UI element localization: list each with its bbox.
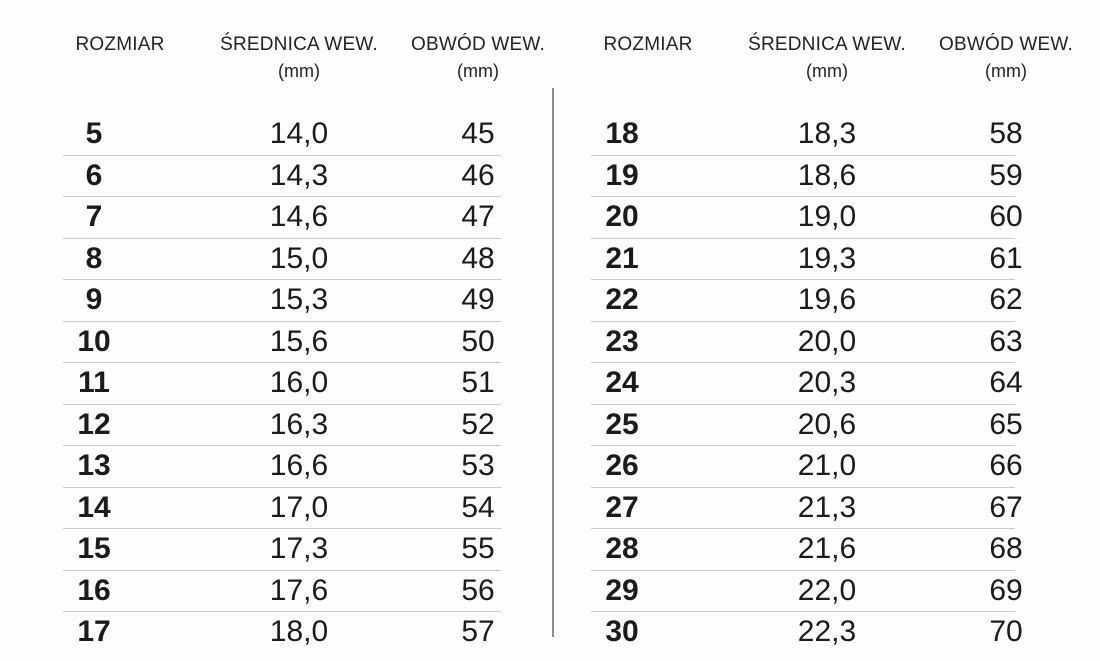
size-value: 27 [605,490,639,524]
diameter-value: 17,6 [269,573,329,607]
table-header-left [63,30,545,98]
table-row [591,238,1023,280]
size-value: 29 [605,573,639,607]
size-value: 20 [605,200,639,234]
ring-size-table-right [591,30,1073,653]
size-value: 15 [77,532,111,566]
circumference-value: 54 [461,490,495,524]
circumference-value: 49 [461,283,495,317]
diameter-value: 16,3 [269,407,329,441]
size-value: 30 [605,615,639,649]
size-value: 18 [605,117,639,151]
circumference-value: 50 [461,324,495,358]
size-value: 16 [77,573,111,607]
size-value: 14 [77,490,111,524]
table-row [591,528,1023,570]
column-unit-obwod: (mm) [985,61,1027,81]
column-header-rozmiar: ROZMIAR [603,34,693,55]
circumference-value: 69 [989,573,1023,607]
header-cell-circumference [939,32,1073,98]
size-value: 9 [85,283,103,317]
ring-size-table-left [63,30,545,653]
diameter-value: 20,6 [797,407,857,441]
column-unit-srednica: (mm) [806,61,848,81]
diameter-value: 22,0 [797,573,857,607]
table-row [63,321,501,363]
circumference-value: 70 [989,615,1023,649]
table-row [63,528,501,570]
circumference-value: 67 [989,490,1023,524]
header-cell-size [591,32,693,98]
table-row [591,570,1023,612]
table-row [63,114,501,155]
table-row [591,404,1023,446]
diameter-value: 14,0 [269,117,329,151]
size-value: 26 [605,449,639,483]
table-row [63,279,501,321]
table-row [63,487,501,529]
column-header-obwod: OBWÓD WEW. [411,34,545,55]
diameter-value: 16,0 [269,366,329,400]
table-row [63,404,501,446]
size-value: 24 [605,366,639,400]
table-row [591,155,1023,197]
circumference-value: 55 [461,532,495,566]
table-row [591,321,1023,363]
header-cell-size [63,32,165,98]
size-value: 22 [605,283,639,317]
size-value: 25 [605,407,639,441]
diameter-value: 15,6 [269,324,329,358]
table-row [63,238,501,280]
header-cell-circumference [411,32,545,98]
circumference-value: 46 [461,158,495,192]
size-value: 10 [77,324,111,358]
circumference-value: 65 [989,407,1023,441]
column-header-srednica: ŚREDNICA WEW. [220,34,378,55]
column-unit-obwod: (mm) [457,61,499,81]
size-value: 13 [77,449,111,483]
circumference-value: 45 [461,117,495,151]
circumference-value: 68 [989,532,1023,566]
circumference-value: 47 [461,200,495,234]
table-row [63,196,501,238]
size-value: 8 [85,241,103,275]
circumference-value: 61 [989,241,1023,275]
size-value: 7 [85,200,103,234]
table-row [591,611,1023,653]
circumference-value: 51 [461,366,495,400]
diameter-value: 22,3 [797,615,857,649]
diameter-value: 14,6 [269,200,329,234]
table-row [591,445,1023,487]
diameter-value: 17,3 [269,532,329,566]
table-row [591,279,1023,321]
diameter-value: 19,6 [797,283,857,317]
table-row [591,114,1023,155]
table-row [591,487,1023,529]
diameter-value: 18,0 [269,615,329,649]
table-row [591,196,1023,238]
diameter-value: 18,3 [797,117,857,151]
size-value: 12 [77,407,111,441]
size-value: 21 [605,241,639,275]
diameter-value: 19,3 [797,241,857,275]
table-row [63,611,501,653]
circumference-value: 63 [989,324,1023,358]
circumference-value: 60 [989,200,1023,234]
table-header-right [591,30,1073,98]
size-value: 17 [77,615,111,649]
size-value: 28 [605,532,639,566]
circumference-value: 57 [461,615,495,649]
table-row [63,362,501,404]
vertical-divider [552,88,554,637]
table-body-right [591,114,1023,653]
table-row [63,445,501,487]
diameter-value: 15,0 [269,241,329,275]
size-value: 5 [85,117,103,151]
diameter-value: 21,3 [797,490,857,524]
circumference-value: 53 [461,449,495,483]
column-header-srednica: ŚREDNICA WEW. [748,34,906,55]
diameter-value: 20,3 [797,366,857,400]
circumference-value: 64 [989,366,1023,400]
column-header-rozmiar: ROZMIAR [75,34,165,55]
column-unit-srednica: (mm) [278,61,320,81]
diameter-value: 14,3 [269,158,329,192]
diameter-value: 21,6 [797,532,857,566]
size-value: 23 [605,324,639,358]
diameter-value: 18,6 [797,158,857,192]
table-row [591,362,1023,404]
diameter-value: 15,3 [269,283,329,317]
circumference-value: 56 [461,573,495,607]
table-row [63,570,501,612]
diameter-value: 21,0 [797,449,857,483]
circumference-value: 48 [461,241,495,275]
circumference-value: 59 [989,158,1023,192]
circumference-value: 58 [989,117,1023,151]
size-value: 6 [85,158,103,192]
diameter-value: 16,6 [269,449,329,483]
size-value: 11 [78,366,110,400]
circumference-value: 52 [461,407,495,441]
diameter-value: 17,0 [269,490,329,524]
table-body-left [63,114,501,653]
circumference-value: 62 [989,283,1023,317]
table-row [63,155,501,197]
size-value: 19 [605,158,639,192]
diameter-value: 19,0 [797,200,857,234]
column-header-obwod: OBWÓD WEW. [939,34,1073,55]
circumference-value: 66 [989,449,1023,483]
diameter-value: 20,0 [797,324,857,358]
